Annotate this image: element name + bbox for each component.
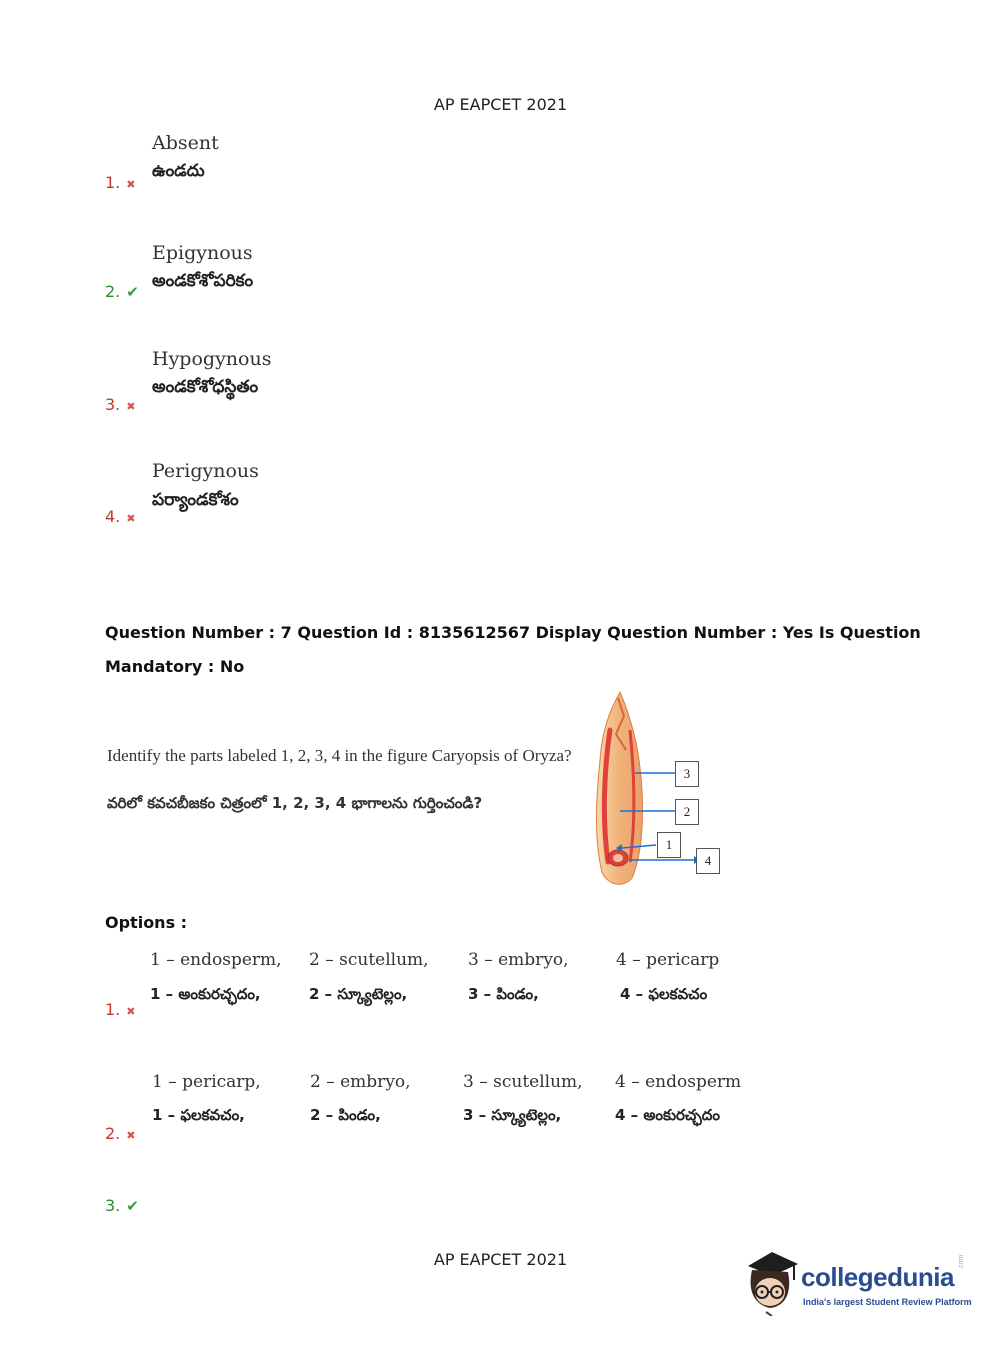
option-number: 4. ✖ (105, 507, 136, 526)
check-icon: ✔ (126, 1197, 139, 1215)
option-cell-en: 2 – scutellum, (309, 950, 429, 970)
option-number: 1. ✖ (105, 1000, 136, 1019)
cross-icon: ✖ (126, 400, 136, 413)
logo-wordmark: collegedunia (801, 1262, 954, 1292)
option-cell-te: 2 – స్క్యూటెల్లం, (309, 985, 408, 1003)
option-cell-te: 4 – ఫలకవచం (620, 985, 708, 1003)
option-number: 2. ✖ (105, 1124, 136, 1143)
figure-label-1: 1 (657, 832, 681, 858)
option-cell-te: 1 – అంకురచ్ఛదం, (150, 985, 261, 1003)
option-text-en: Hypogynous (152, 348, 272, 370)
option-number: 3. ✖ (105, 395, 136, 414)
figure-label-3: 3 (675, 761, 699, 787)
cross-icon: ✖ (126, 512, 136, 525)
option-cell-en: 1 – pericarp, (152, 1072, 261, 1092)
option-cell-te: 3 – స్క్యూటెల్లం, (463, 1106, 562, 1124)
figure-label-4: 4 (696, 848, 720, 874)
figure-label-2: 2 (675, 799, 699, 825)
check-icon: ✔ (126, 283, 139, 301)
option-cell-en: 1 – endosperm, (150, 950, 282, 970)
option-text-en: Epigynous (152, 242, 253, 264)
option-cell-te: 1 – ఫలకవచం, (152, 1106, 245, 1124)
logo-tagline: India's largest Student Review Platform (803, 1297, 972, 1307)
cross-icon: ✖ (126, 1129, 136, 1142)
option-text-en: Perigynous (152, 460, 259, 482)
option-cell-en: 4 – endosperm (615, 1072, 742, 1092)
page-footer: AP EAPCET 2021 (433, 1250, 568, 1269)
option-number: 3. ✔ (105, 1196, 139, 1215)
option-text-te: ఉండదు (152, 161, 205, 181)
option-cell-en: 4 – pericarp (616, 950, 720, 970)
cross-icon: ✖ (126, 178, 136, 191)
option-cell-te: 2 – పిండం, (310, 1106, 381, 1124)
logo-suffix: .com (958, 1254, 965, 1270)
option-number: 2. ✔ (105, 282, 139, 301)
option-cell-te: 4 – అంకురచ్ఛదం (615, 1106, 720, 1124)
question-meta-line2: Mandatory : No (105, 657, 245, 676)
option-text-te: అండకోశోపరికం (152, 271, 254, 291)
option-text-en: Absent (152, 132, 219, 154)
option-text-te: అండకోశోధస్థితం (152, 377, 259, 397)
option-cell-en: 3 – embryo, (468, 950, 569, 970)
page-header: AP EAPCET 2021 (433, 95, 568, 114)
options-label: Options : (105, 913, 188, 932)
cross-icon: ✖ (126, 1005, 136, 1018)
question-text-te: వరిలో కవచబీజకం చిత్రంలో 1, 2, 3, 4 భాగాలను గుర్తించండి? (107, 794, 483, 812)
option-number: 1. ✖ (105, 173, 136, 192)
option-cell-en: 3 – scutellum, (463, 1072, 583, 1092)
question-meta-line1: Question Number : 7 Question Id : 8135612567 Display Question Number : Yes Is Question (105, 623, 921, 642)
option-cell-te: 3 – పిండం, (468, 985, 539, 1003)
option-cell-en: 2 – embryo, (310, 1072, 411, 1092)
option-text-te: పర్యాండకోశం (152, 490, 239, 510)
question-text-en: Identify the parts labeled 1, 2, 3, 4 in the figure Caryopsis of Oryza? (107, 746, 572, 765)
caryopsis-figure (580, 690, 730, 890)
mascot-icon (742, 1248, 800, 1316)
